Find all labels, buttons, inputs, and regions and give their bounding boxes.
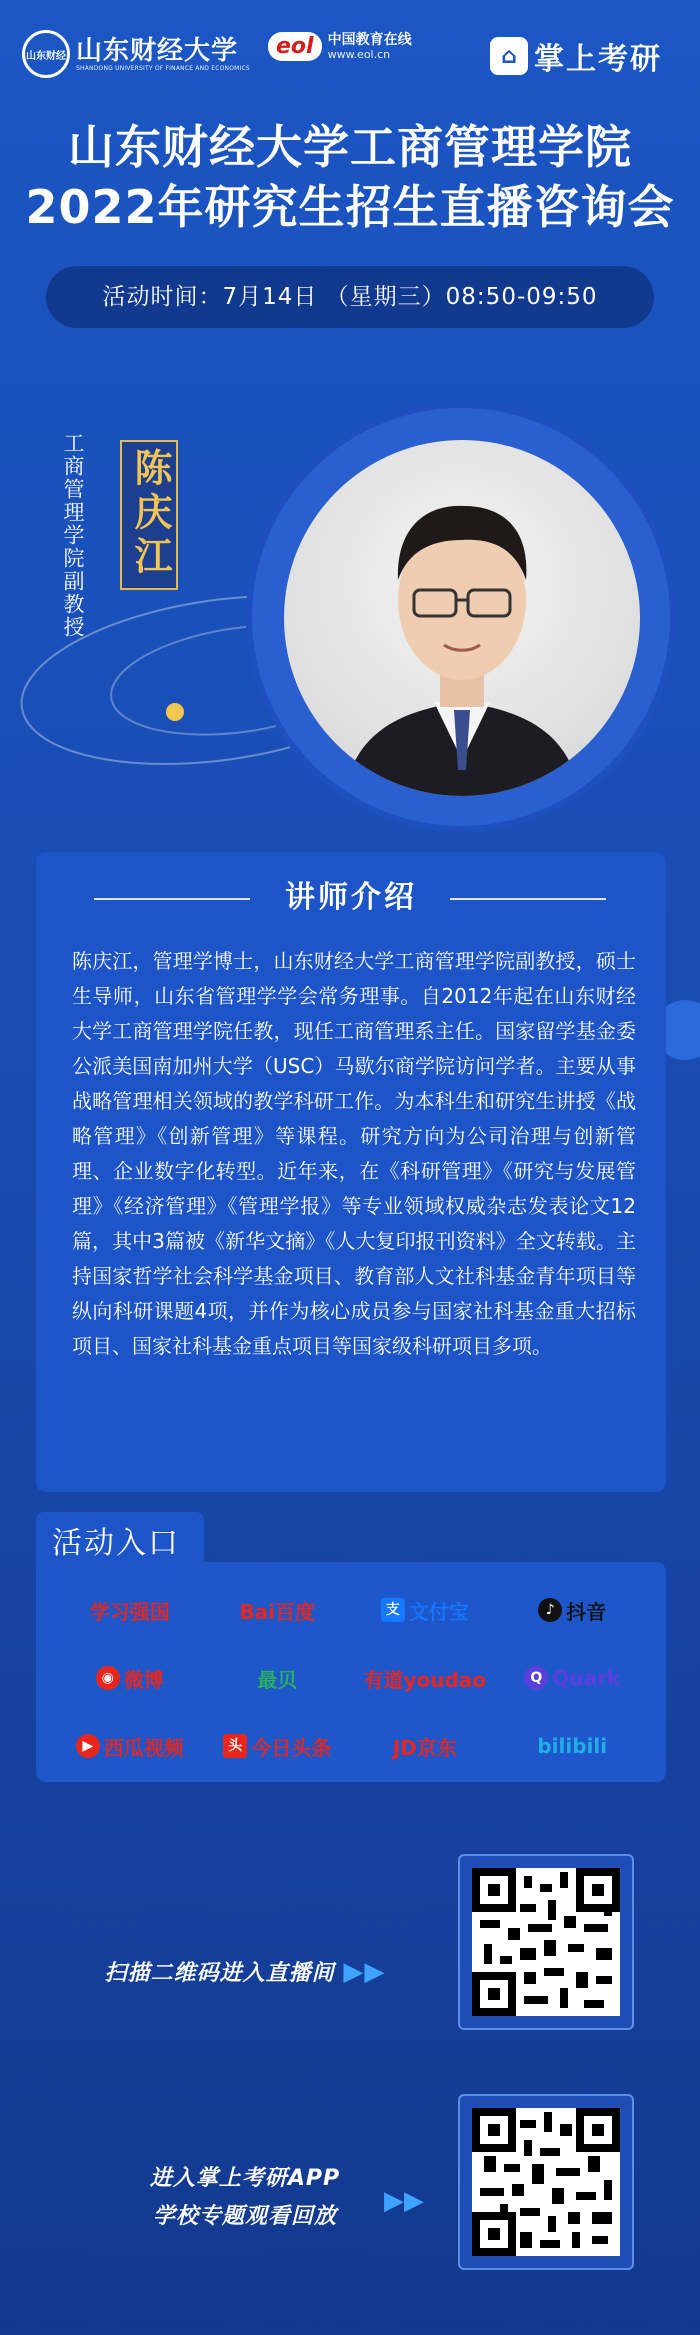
eol-cn: 中国教育在线 [327,32,412,48]
app-label: Quark [552,1666,621,1690]
app-quark[interactable] [499,1658,647,1698]
qr2-box[interactable] [458,2094,634,2270]
douyin-icon: ♪ [538,1598,562,1622]
planet-dot [166,703,184,721]
app-label: Bai百度 [239,1599,316,1624]
university-seal-icon [22,30,70,78]
weibo-icon: ◉ [96,1666,120,1690]
qr-code-icon [472,2108,620,2256]
app-label: 今日头条 [251,1735,332,1760]
qr-code-pattern [472,1868,620,2016]
quark-icon: Q [524,1666,548,1690]
app-label: 抖音 [566,1599,607,1624]
double-arrow-icon: ▶▶ [343,1957,386,1987]
app-name: 掌上考研 [534,42,662,77]
app-weibo[interactable] [56,1658,204,1698]
app-label: 最贝 [257,1667,298,1692]
app-label: bilibili [537,1734,608,1758]
qr1-label [70,1956,420,1987]
app-xuexiqiangguo[interactable] [56,1590,204,1630]
app-bilibili[interactable] [499,1726,647,1766]
app-label: 有道youdao [363,1667,487,1692]
speaker-title: 工商管理学院副教授 [61,432,85,639]
app-xigua[interactable] [56,1726,204,1766]
graduation-cap-icon: ⌂ [490,37,528,75]
app-logo [490,34,662,78]
qr2-label [80,2160,410,2236]
title-line-2: 2022年研究生招生直播咨询会 [25,180,675,234]
qr-code-icon [472,1868,620,2016]
qr2-label-line1: 进入掌上考研APP [149,2166,341,2191]
intro-body: 陈庆江，管理学博士，山东财经大学工商管理学院副教授，硕士生导师，山东省管理学学会常务理事。自2012年起在山东财经大学工商管理学院任教，现任工商管理系主任。国家留学基金委公派美国南加州大学（USC）马歇尔商学院访问学者。主要从事战略管理相关领域的教学科研工作。为本科生和研究生讲授《战略管理》《创新管理》等课程。研究方向为公司治理与创新管理、企业数字化转型。近年来，在《科研管理》《研究与发展管理》《经济管理》《管理学报》等专业领域权威杂志发表论文12篇，其中3篇被《新华文摘》《人大复印报刊资料》全文转载。主持国家哲学社会科学基金项目、教育部人文社科基金青年项目等纵向科研课题4项，并作为核心成员参与国家社科基金重大招标项目、国家社科基金重点项目等国家级科研项目多项。 [72,949,636,1358]
toutiao-icon: 头 [223,1734,247,1758]
university-logo [22,30,250,78]
qr-code-pattern [472,2108,620,2256]
seal-text: 山东财经 [26,50,66,62]
intro-heading: 讲师介绍 [285,880,417,915]
qr2-label-line2: 学校专题观看回放 [152,2204,337,2229]
app-label: 学习强国 [89,1599,170,1624]
app-zuibei[interactable] [204,1658,352,1698]
app-zhifubao[interactable] [351,1590,499,1630]
double-arrow-icon: ▶▶ [384,2186,424,2216]
app-label: 西瓜视频 [103,1735,184,1760]
eol-icon: eol [268,32,322,61]
app-youdao[interactable] [351,1658,499,1698]
app-label: JD京东 [392,1735,457,1760]
event-time: 活动时间：7月14日 （星期三）08:50-09:50 [46,266,654,328]
app-label: 文付宝 [408,1599,469,1624]
qr1-label-text: 扫描二维码进入直播间 [104,1961,335,1986]
header-logo-row [0,22,700,92]
entry-heading: 活动入口 [52,1526,180,1561]
app-baidu[interactable] [204,1590,352,1630]
alipay-icon: 支 [381,1598,405,1622]
title-line-1: 山东财经大学工商管理学院 [68,120,632,174]
eol-url: www.eol.cn [327,48,391,61]
app-grid [56,1590,646,1766]
speaker-avatar-illustration [284,440,640,796]
app-label: 微博 [123,1667,164,1692]
xigua-play-icon: ▶ [76,1734,100,1758]
university-name: 山东财经大学 [76,35,239,66]
speaker-name: 陈庆江 [128,448,172,580]
eol-logo [268,32,412,61]
qr1-box[interactable] [458,1854,634,2030]
university-name-en: SHANDONG UNIVERSITY OF FINANCE AND ECONOMICS [76,64,250,72]
app-toutiao[interactable] [204,1726,352,1766]
speaker-portrait [284,440,640,796]
app-jd[interactable] [351,1726,499,1766]
app-douyin[interactable] [499,1590,647,1630]
